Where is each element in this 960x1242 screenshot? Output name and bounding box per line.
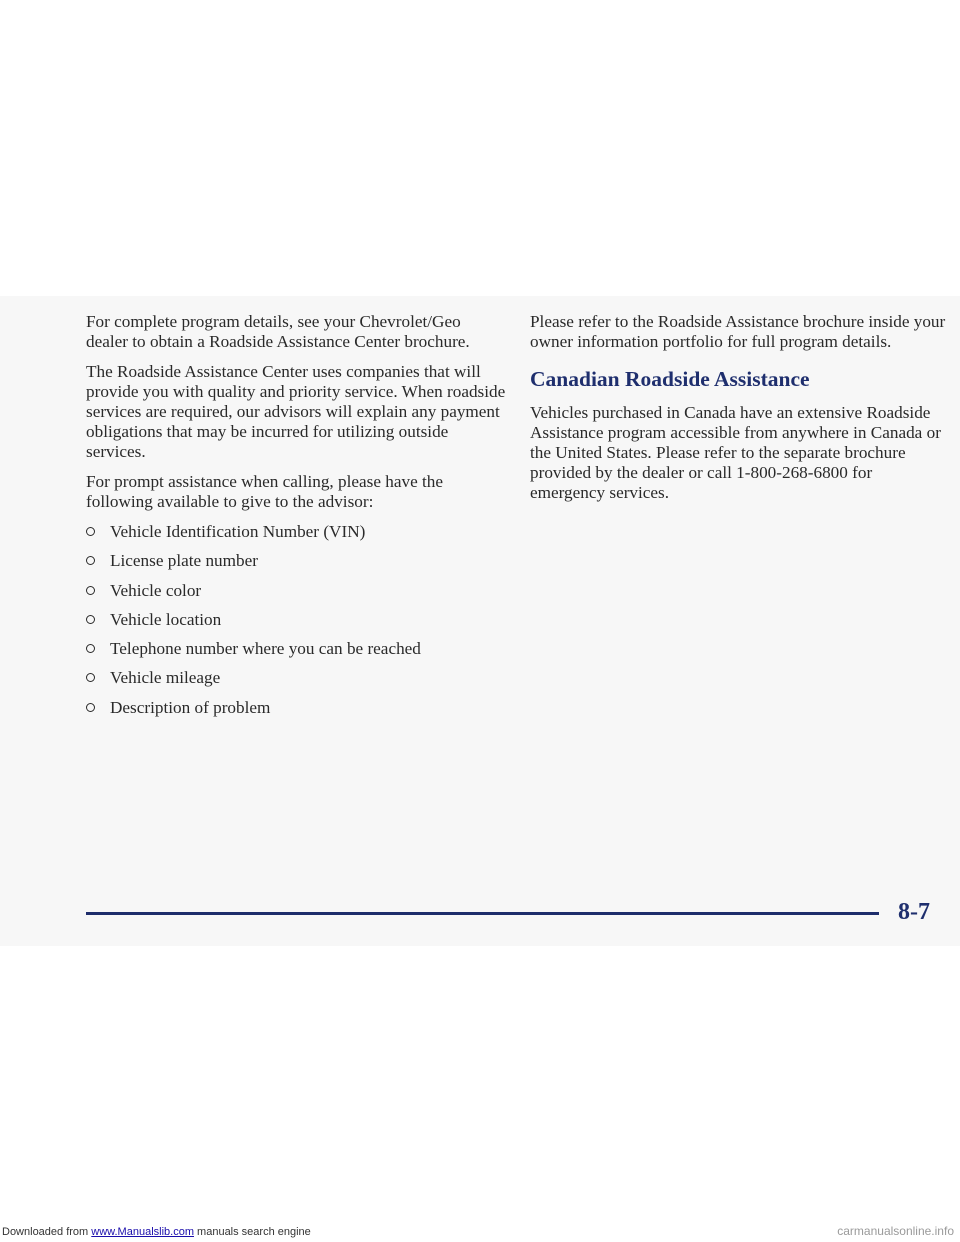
bullet-icon bbox=[86, 673, 95, 682]
list-item-text: License plate number bbox=[110, 551, 258, 571]
bullet-icon bbox=[86, 556, 95, 565]
download-footer bbox=[2, 1225, 311, 1239]
paragraph-brochure: For complete program details, see your Chevrolet/Geo dealer to obtain a Roadside Assistance Center brochure. bbox=[86, 312, 470, 351]
right-column bbox=[530, 312, 950, 513]
footer-suffix: manuals search engine bbox=[197, 1226, 311, 1238]
list-item-text: Vehicle Identification Number (VIN) bbox=[110, 522, 366, 541]
list-item bbox=[86, 698, 506, 718]
page-number: 8-7 bbox=[898, 899, 930, 925]
manualslib-link[interactable]: www.Manualslib.com bbox=[91, 1226, 194, 1238]
list-item-text: Description of problem bbox=[110, 697, 271, 717]
paragraph-portfolio: Please refer to the Roadside Assistance brochure inside your owner information portfolio for full program details. bbox=[530, 312, 946, 351]
left-column bbox=[86, 312, 506, 727]
list-item bbox=[86, 639, 506, 659]
watermark-text: carmanualsonline.info bbox=[837, 1224, 954, 1238]
bullet-icon bbox=[86, 527, 95, 536]
list-item bbox=[86, 551, 506, 571]
bullet-icon bbox=[86, 644, 95, 653]
bullet-icon bbox=[86, 703, 95, 712]
list-item-text: Vehicle location bbox=[110, 609, 222, 629]
list-item-text: Vehicle mileage bbox=[110, 668, 221, 688]
list-item bbox=[86, 522, 506, 542]
list-item bbox=[86, 668, 506, 688]
advisor-info-list bbox=[86, 522, 506, 718]
list-item-text: Vehicle color bbox=[110, 580, 202, 600]
paragraph-prompt-assistance: For prompt assistance when calling, please have the following available to give to the advisor: bbox=[86, 472, 444, 511]
section-heading-canadian: Canadian Roadside Assistance bbox=[530, 367, 810, 391]
bullet-icon bbox=[86, 615, 95, 624]
paragraph-service-center: The Roadside Assistance Center uses companies that will provide you with quality and priority service. When roadside services are required, our advisors will explain any payment obligations that may be incurred for utilizing outside services. bbox=[86, 362, 506, 461]
list-item bbox=[86, 581, 506, 601]
footer-rule bbox=[86, 912, 879, 915]
list-item-text: Telephone number where you can be reached bbox=[110, 639, 421, 659]
bullet-icon bbox=[86, 586, 95, 595]
paragraph-canadian-program: Vehicles purchased in Canada have an extensive Roadside Assistance program accessible from anywhere in Canada or the United States. Please refer to the separate brochure provided by the dealer or call 1-800-268-6800 for emergency services. bbox=[530, 403, 941, 502]
list-item bbox=[86, 610, 506, 630]
footer-prefix: Downloaded from bbox=[2, 1226, 89, 1238]
